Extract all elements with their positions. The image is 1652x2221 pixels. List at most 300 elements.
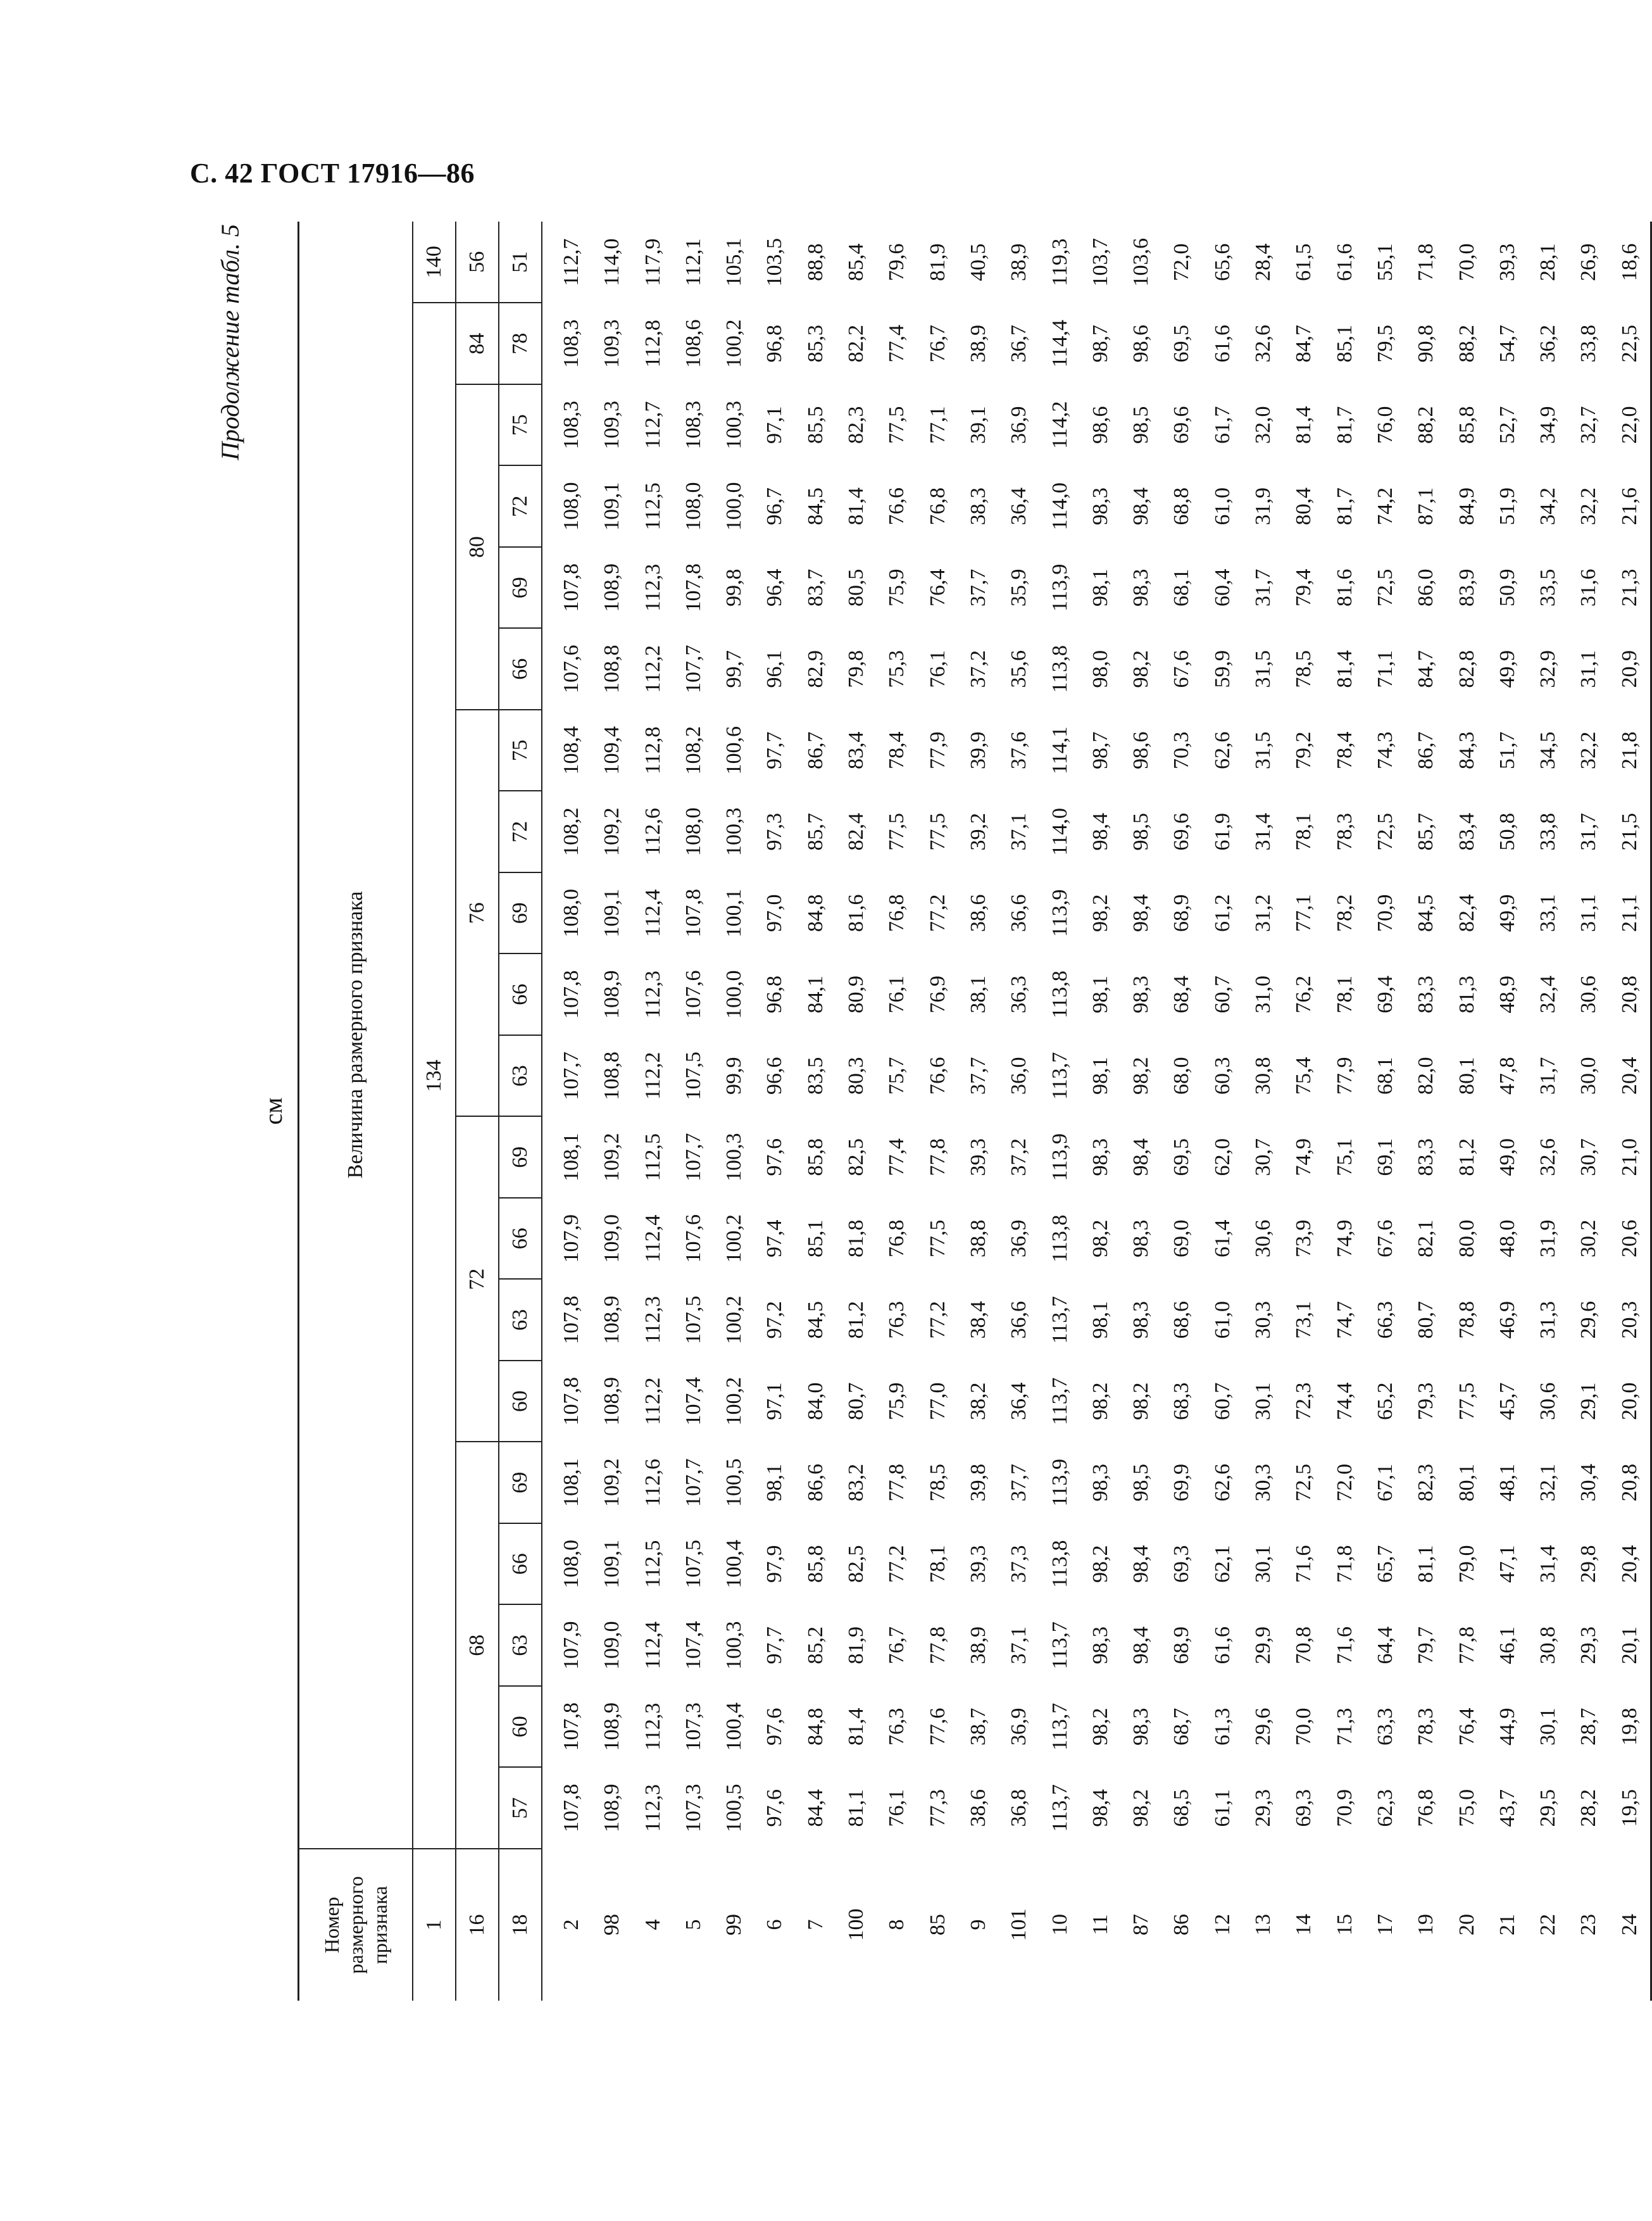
header-group-16: 56 — [456, 222, 499, 303]
table-cell: 39,9 — [966, 731, 990, 769]
table-cell: 98,0 — [1088, 650, 1112, 688]
table-cell: 74,2 — [1373, 488, 1397, 525]
table-cell: 114,0 — [600, 238, 624, 286]
table-cell: 54,7 — [1495, 325, 1519, 363]
table-cell: 80,0 — [1455, 1219, 1479, 1257]
table-cell: 98,3 — [1129, 1708, 1153, 1746]
table-cell: 113,9 — [1048, 1133, 1072, 1181]
table-cell: 81,8 — [844, 1219, 868, 1257]
row-number: 10 — [1048, 1914, 1072, 1935]
table-row — [1568, 222, 1609, 2001]
table-cell: 31,1 — [1577, 650, 1601, 688]
table-cell: 97,6 — [763, 1789, 787, 1827]
table-cell: 98,6 — [1129, 731, 1153, 769]
table-cell: 29,1 — [1577, 1382, 1601, 1420]
table-cell: 39,8 — [966, 1464, 990, 1502]
table-row — [592, 222, 632, 2001]
table-cell: 61,1 — [1210, 1789, 1234, 1827]
table-cell: 107,7 — [560, 1052, 583, 1100]
table-cell: 20,4 — [1610, 1035, 1651, 1117]
row-number: 9 — [966, 1919, 990, 1930]
table-cell: 100,3 — [722, 1621, 746, 1670]
table-cell: 76,9 — [925, 976, 949, 1014]
row-number: 13 — [1251, 1914, 1275, 1935]
table-cell: 112,3 — [641, 1296, 665, 1344]
table-cell: 85,1 — [1332, 325, 1356, 363]
table-cell: 76,4 — [925, 569, 949, 607]
table-cell: 31,3 — [1536, 1301, 1560, 1339]
table-cell: 62,1 — [1210, 1545, 1234, 1583]
table-cell: 36,3 — [1007, 976, 1031, 1014]
table-cell: 72,3 — [1292, 1382, 1316, 1420]
header-col-18: 78 — [499, 303, 542, 385]
table-cell: 99,7 — [722, 650, 746, 688]
table-cell: 108,2 — [681, 726, 705, 775]
table-cell: 82,8 — [1455, 650, 1479, 688]
table-cell: 98,3 — [1088, 1626, 1112, 1664]
table-cell: 112,4 — [641, 1621, 665, 1670]
table-cell: 81,6 — [1332, 569, 1356, 607]
table-cell: 29,6 — [1577, 1301, 1601, 1339]
table-cell: 30,7 — [1251, 1138, 1275, 1176]
table-cell: 98,2 — [1129, 1057, 1153, 1095]
table-cell: 36,8 — [1007, 1789, 1031, 1827]
table-cell: 31,7 — [1251, 569, 1275, 607]
table-cell: 70,9 — [1332, 1789, 1356, 1827]
table-cell: 63,3 — [1373, 1708, 1397, 1746]
table-cell: 96,8 — [763, 325, 787, 363]
table-cell: 65,7 — [1373, 1545, 1397, 1583]
table-cell: 112,5 — [641, 1540, 665, 1588]
table-cell: 112,3 — [641, 563, 665, 612]
table-cell: 60,4 — [1210, 569, 1234, 607]
table-cell: 85,8 — [803, 1138, 827, 1176]
table-cell: 49,0 — [1495, 1138, 1519, 1176]
table-cell: 31,7 — [1577, 813, 1601, 851]
table-cell: 77,6 — [925, 1708, 949, 1746]
table-row — [1325, 222, 1365, 2001]
table-cell: 19,8 — [1610, 1686, 1651, 1768]
table-cell: 97,1 — [763, 1382, 787, 1420]
table-cell: 81,3 — [1455, 976, 1479, 1014]
table-row — [999, 222, 1039, 2001]
table-cell: 77,2 — [925, 894, 949, 932]
table-cell: 109,4 — [600, 726, 624, 775]
row-number: 20 — [1455, 1914, 1479, 1935]
table-cell: 108,1 — [560, 1133, 583, 1181]
table-cell: 75,7 — [885, 1057, 909, 1095]
table-cell: 70,0 — [1455, 243, 1479, 281]
table-cell: 29,8 — [1577, 1545, 1601, 1583]
table-cell: 97,4 — [763, 1219, 787, 1257]
table-cell: 107,8 — [681, 889, 705, 938]
table-cell: 71,1 — [1373, 650, 1397, 688]
row-number: 5 — [681, 1919, 705, 1930]
table-cell: 33,5 — [1536, 569, 1560, 607]
table-cell: 108,9 — [600, 1295, 624, 1344]
row-number: 101 — [1007, 1908, 1031, 1941]
table-cell: 107,7 — [681, 1458, 705, 1507]
table-cell: 98,1 — [1088, 569, 1112, 607]
table-row — [877, 222, 917, 2001]
row-number: 85 — [925, 1914, 949, 1935]
table-cell: 30,8 — [1536, 1626, 1560, 1664]
table-cell: 30,1 — [1251, 1382, 1275, 1420]
table-cell: 65,6 — [1210, 243, 1234, 281]
table-cell: 69,6 — [1170, 813, 1194, 851]
table-cell: 38,1 — [966, 976, 990, 1014]
table-cell: 77,5 — [925, 1219, 949, 1257]
table-cell: 98,3 — [1129, 1219, 1153, 1257]
table-cell: 37,2 — [1007, 1138, 1031, 1176]
table-cell: 30,0 — [1577, 1057, 1601, 1095]
table-cell: 112,3 — [641, 971, 665, 1019]
table-cell: 76,3 — [885, 1301, 909, 1339]
table-cell: 74,9 — [1332, 1219, 1356, 1257]
table-cell: 44,9 — [1495, 1708, 1519, 1746]
table-cell: 88,8 — [803, 243, 827, 281]
table-cell: 81,4 — [1292, 406, 1316, 444]
table-cell: 83,4 — [1455, 813, 1479, 851]
table-cell: 96,4 — [763, 569, 787, 607]
table-cell: 108,0 — [560, 889, 583, 938]
table-cell: 78,3 — [1332, 813, 1356, 851]
table-cell: 107,6 — [681, 1214, 705, 1263]
table-cell: 21,3 — [1610, 547, 1651, 629]
table-cell: 100,2 — [722, 319, 746, 368]
table-cell: 61,6 — [1210, 1626, 1234, 1664]
table-cell: 67,1 — [1373, 1464, 1397, 1502]
table-cell: 31,0 — [1251, 976, 1275, 1014]
table-cell: 69,3 — [1292, 1789, 1316, 1827]
table-cell: 117,9 — [641, 238, 665, 286]
row-number: 22 — [1536, 1914, 1560, 1935]
table-cell: 38,7 — [966, 1708, 990, 1746]
table-cell: 112,8 — [641, 726, 665, 774]
table-cell: 29,3 — [1251, 1789, 1275, 1827]
table-cell: 83,3 — [1414, 976, 1438, 1014]
table-cell: 109,3 — [600, 319, 624, 368]
table-cell: 61,7 — [1210, 406, 1234, 444]
table-cell: 61,5 — [1292, 243, 1316, 281]
table-cell: 22,0 — [1610, 384, 1651, 466]
table-row — [836, 222, 877, 2001]
header-group-1: 134 — [413, 303, 456, 1849]
header-row-label: 16 — [456, 1849, 499, 2001]
table-cell: 75,0 — [1455, 1789, 1479, 1827]
table-cell: 114,0 — [1048, 808, 1072, 856]
table-cell: 81,2 — [1455, 1138, 1479, 1176]
table-cell: 18,6 — [1610, 222, 1651, 303]
table-cell: 112,4 — [641, 889, 665, 937]
table-cell: 75,9 — [885, 569, 909, 607]
table-cell: 30,7 — [1577, 1138, 1601, 1176]
table-cell: 98,3 — [1129, 569, 1153, 607]
table-cell: 86,7 — [803, 731, 827, 769]
table-cell: 85,5 — [803, 406, 827, 444]
table-cell: 87,1 — [1414, 488, 1438, 525]
table-cell: 62,0 — [1210, 1138, 1234, 1176]
table-cell: 84,3 — [1455, 731, 1479, 769]
table-cell: 98,6 — [1129, 325, 1153, 363]
table-cell: 107,8 — [560, 1377, 583, 1426]
table-cell: 112,8 — [641, 320, 665, 368]
table-row — [1121, 222, 1161, 2001]
table-cell: 98,7 — [1088, 731, 1112, 769]
table-cell: 21,1 — [1610, 872, 1651, 954]
table-cell: 113,9 — [1048, 563, 1072, 612]
table-cell: 20,0 — [1610, 1361, 1651, 1442]
table-cell: 39,1 — [966, 406, 990, 444]
table-cell: 80,4 — [1292, 488, 1316, 525]
table-cell: 76,1 — [925, 650, 949, 688]
table-cell: 31,7 — [1536, 1057, 1560, 1095]
table-row — [1365, 222, 1406, 2001]
header-col-18: 63 — [499, 1605, 542, 1687]
table-cell: 30,1 — [1251, 1545, 1275, 1583]
table-cell: 114,2 — [1048, 401, 1072, 449]
table-cell: 85,8 — [1455, 406, 1479, 444]
table-cell: 69,5 — [1170, 1138, 1194, 1176]
table-cell: 68,3 — [1170, 1382, 1194, 1420]
table-cell: 61,6 — [1210, 325, 1234, 363]
table-cell: 20,1 — [1610, 1605, 1651, 1687]
table-cell: 114,4 — [1048, 320, 1072, 368]
table-cell: 85,7 — [1414, 813, 1438, 851]
table-cell: 98,2 — [1129, 650, 1153, 688]
table-cell: 85,4 — [844, 243, 868, 281]
table-cell: 100,5 — [722, 1784, 746, 1832]
table-cell: 107,5 — [681, 1295, 705, 1344]
table-cell: 112,7 — [641, 401, 665, 449]
table-cell: 108,1 — [560, 1458, 583, 1507]
table-cell: 31,1 — [1577, 894, 1601, 932]
table-cell: 39,3 — [966, 1545, 990, 1583]
table-cell: 100,5 — [722, 1458, 746, 1507]
table-cell: 32,6 — [1251, 325, 1275, 363]
table-cell: 107,3 — [681, 1784, 705, 1832]
table-cell: 98,3 — [1088, 1464, 1112, 1502]
table-row — [1284, 222, 1324, 2001]
table-cell: 38,4 — [966, 1301, 990, 1339]
table-cell: 107,5 — [681, 1052, 705, 1100]
table-cell: 100,0 — [722, 482, 746, 531]
table-cell: 78,4 — [1332, 731, 1356, 769]
table-cell: 28,4 — [1251, 243, 1275, 281]
table-cell: 113,7 — [1048, 1784, 1072, 1832]
table-cell: 108,8 — [600, 1052, 624, 1100]
header-group-16: 76 — [456, 710, 499, 1117]
table-cell: 36,9 — [1007, 406, 1031, 444]
table-cell: 70,9 — [1373, 894, 1397, 932]
row-number: 7 — [803, 1919, 827, 1930]
table-cell: 100,4 — [722, 1702, 746, 1751]
row-number: 4 — [641, 1919, 665, 1930]
table-cell: 36,7 — [1007, 325, 1031, 363]
table-cell: 97,6 — [763, 1708, 787, 1746]
table-cell: 78,1 — [1292, 813, 1316, 851]
table-row — [633, 222, 673, 2001]
table-cell: 39,2 — [966, 813, 990, 851]
table-cell: 36,0 — [1007, 1057, 1031, 1095]
table-cell: 67,6 — [1373, 1219, 1397, 1257]
table-cell: 74,3 — [1373, 731, 1397, 769]
table-cell: 72,0 — [1170, 243, 1194, 281]
table-cell: 98,3 — [1129, 976, 1153, 1014]
table-cell: 98,1 — [1088, 1057, 1112, 1095]
table-cell: 31,2 — [1251, 894, 1275, 932]
row-number: 17 — [1373, 1914, 1397, 1935]
table-cell: 60,7 — [1210, 1382, 1234, 1420]
table-cell: 68,9 — [1170, 894, 1194, 932]
table-row — [1487, 222, 1528, 2001]
header-group-1: 140 — [413, 222, 456, 303]
table-cell: 84,8 — [803, 1708, 827, 1746]
table-cell: 108,3 — [560, 319, 583, 368]
table-cell: 103,6 — [1129, 238, 1153, 287]
table-cell: 76,6 — [925, 1057, 949, 1095]
table-cell: 32,0 — [1251, 406, 1275, 444]
table-cell: 98,3 — [1129, 1301, 1153, 1339]
table-row — [1528, 222, 1568, 2001]
row-number: 11 — [1088, 1914, 1112, 1935]
table-cell: 76,1 — [885, 1789, 909, 1827]
table-cell: 82,9 — [803, 650, 827, 688]
table-cell: 35,6 — [1007, 650, 1031, 688]
table-cell: 97,6 — [763, 1138, 787, 1176]
table-cell: 98,1 — [763, 1464, 787, 1502]
table-cell: 100,0 — [722, 970, 746, 1019]
table-cell: 81,2 — [844, 1301, 868, 1339]
table-cell: 85,3 — [803, 325, 827, 363]
table-cell: 20,8 — [1610, 1442, 1651, 1524]
table-cell: 37,1 — [1007, 1626, 1031, 1664]
table-cell: 39,3 — [1495, 243, 1519, 281]
table-cell: 76,7 — [885, 1626, 909, 1664]
table-cell: 60,3 — [1210, 1057, 1234, 1095]
table-cell: 75,9 — [885, 1382, 909, 1420]
table-cell: 38,9 — [1007, 243, 1031, 281]
table-row — [1447, 222, 1487, 2001]
table-cell: 48,1 — [1495, 1464, 1519, 1502]
table-cell: 46,1 — [1495, 1626, 1519, 1664]
table-cell: 32,7 — [1577, 406, 1601, 444]
table-cell: 86,6 — [803, 1464, 827, 1502]
header-col-18: 66 — [499, 629, 542, 710]
table-cell: 112,6 — [641, 808, 665, 856]
table-cell: 77,4 — [885, 325, 909, 363]
table-cell: 113,8 — [1048, 1540, 1072, 1588]
header-group-16: 84 — [456, 303, 499, 385]
table-row — [754, 222, 795, 2001]
table-cell: 82,2 — [844, 325, 868, 363]
table-cell: 66,3 — [1373, 1301, 1397, 1339]
table-cell: 77,8 — [925, 1138, 949, 1176]
table-cell: 113,7 — [1048, 1052, 1072, 1100]
table-cell: 37,3 — [1007, 1545, 1031, 1583]
header-col-18: 63 — [499, 1035, 542, 1117]
table-cell: 39,3 — [966, 1138, 990, 1176]
table-cell: 112,2 — [641, 1377, 665, 1425]
rotated-table-area — [209, 222, 1641, 2001]
table-cell: 51,7 — [1495, 731, 1519, 769]
table-cell: 77,0 — [925, 1382, 949, 1420]
table-cell: 36,9 — [1007, 1219, 1031, 1257]
table-cell: 73,1 — [1292, 1301, 1316, 1339]
table-cell: 72,5 — [1373, 813, 1397, 851]
table-cell: 107,9 — [560, 1214, 583, 1263]
table-cell: 98,1 — [1088, 976, 1112, 1014]
table-row — [1243, 222, 1284, 2001]
header-col-18: 57 — [499, 1768, 542, 1849]
table-cell: 98,2 — [1088, 1545, 1112, 1583]
table-cell: 38,9 — [966, 325, 990, 363]
table-cell: 29,6 — [1251, 1708, 1275, 1746]
table-cell: 76,0 — [1373, 406, 1397, 444]
table-cell: 82,4 — [844, 813, 868, 851]
table-cell: 98,2 — [1129, 1382, 1153, 1420]
table-cell: 98,4 — [1129, 488, 1153, 525]
table-cell: 113,8 — [1048, 645, 1072, 693]
table-cell: 68,8 — [1170, 488, 1194, 525]
table-cell: 82,3 — [1414, 1464, 1438, 1502]
table-cell: 71,3 — [1332, 1708, 1356, 1746]
table-body — [542, 222, 1651, 2001]
table-cell: 34,9 — [1536, 406, 1560, 444]
table-cell: 30,6 — [1251, 1219, 1275, 1257]
table-cell: 99,8 — [722, 569, 746, 607]
header-col-18: 66 — [499, 1198, 542, 1280]
table-cell: 78,5 — [925, 1464, 949, 1502]
table-cell: 84,5 — [1414, 894, 1438, 932]
table-cell: 38,6 — [966, 894, 990, 932]
row-number: 19 — [1414, 1914, 1438, 1935]
table-cell: 76,8 — [925, 488, 949, 525]
table-cell: 109,1 — [600, 1540, 624, 1589]
row-number: 14 — [1292, 1914, 1316, 1935]
table-cell: 97,7 — [763, 731, 787, 769]
header-col-18: 75 — [499, 710, 542, 791]
table-cell: 37,7 — [1007, 1464, 1031, 1502]
table-cell: 32,9 — [1536, 650, 1560, 688]
table-cell: 77,8 — [925, 1626, 949, 1664]
table-cell: 84,5 — [803, 488, 827, 525]
table-cell: 109,3 — [600, 401, 624, 450]
table-cell: 98,2 — [1088, 894, 1112, 932]
table-row — [918, 222, 958, 2001]
table-cell: 82,5 — [844, 1138, 868, 1176]
table-cell: 113,7 — [1048, 1296, 1072, 1344]
table-cell: 98,4 — [1129, 1545, 1153, 1583]
table-cell: 98,7 — [1088, 325, 1112, 363]
table-cell: 77,2 — [885, 1545, 909, 1583]
table-cell: 108,0 — [560, 482, 583, 531]
table-cell: 113,7 — [1048, 1702, 1072, 1751]
page-header: С. 42 ГОСТ 17916—86 — [190, 158, 475, 189]
table-cell: 77,2 — [925, 1301, 949, 1339]
table-cell: 72,5 — [1292, 1464, 1316, 1502]
table-cell: 29,9 — [1251, 1626, 1275, 1664]
table-cell: 61,6 — [1332, 243, 1356, 281]
table-cell: 96,6 — [763, 1057, 787, 1095]
table-cell: 100,2 — [722, 1377, 746, 1426]
table-cell: 85,2 — [803, 1626, 827, 1664]
table-cell: 43,7 — [1495, 1789, 1519, 1827]
table-cell: 83,3 — [1414, 1138, 1438, 1176]
table-cell: 30,8 — [1251, 1057, 1275, 1095]
table-cell: 64,4 — [1373, 1626, 1397, 1664]
table-cell: 32,6 — [1536, 1138, 1560, 1176]
